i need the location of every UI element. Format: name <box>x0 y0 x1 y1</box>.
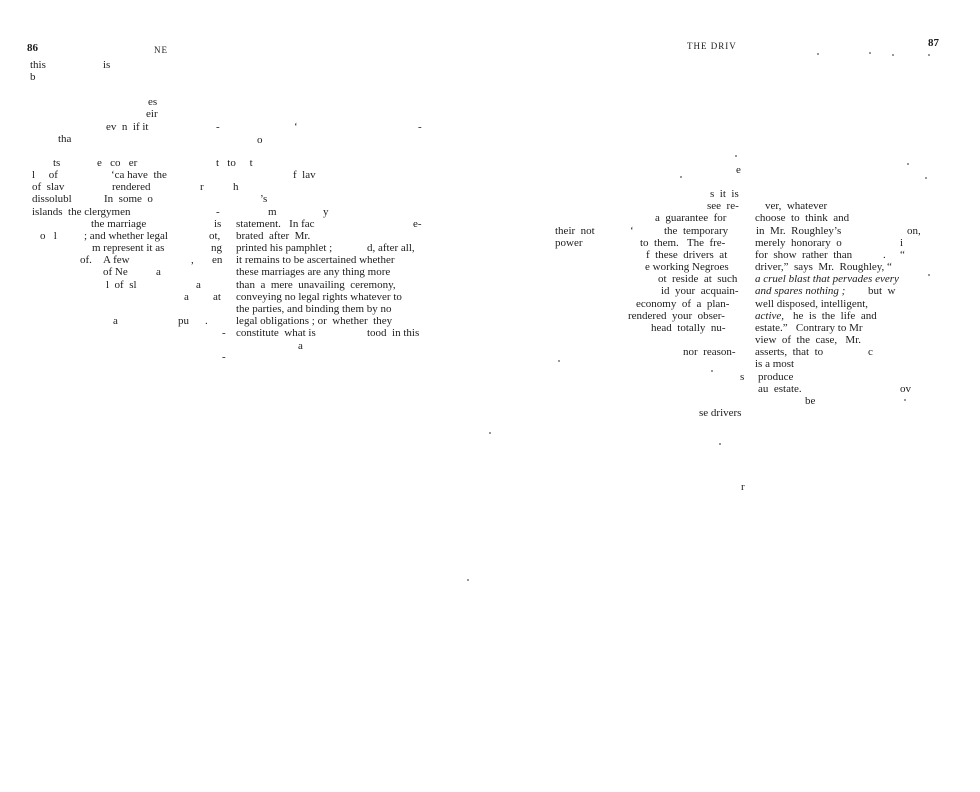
text-line: on, <box>907 225 921 237</box>
text-line: s <box>740 371 745 383</box>
text-line: nor reason- <box>683 346 736 358</box>
text-line: r <box>200 181 204 193</box>
text-line: rendered your obser- <box>628 310 725 322</box>
text-line: a <box>184 291 189 303</box>
text-line: active, <box>755 310 785 322</box>
text-line: b <box>30 71 36 83</box>
page-number: 86 <box>27 42 38 54</box>
text-line: dissolubl <box>32 193 72 205</box>
text-line: but w <box>868 285 896 297</box>
text-line: e co er <box>97 157 138 169</box>
text-line: r <box>741 481 745 493</box>
text-line: for show rather than <box>755 249 853 261</box>
print-speck <box>892 54 894 56</box>
text-line: a <box>298 340 303 352</box>
text-line: A few <box>103 254 130 266</box>
text-line: ; and whether legal <box>84 230 168 242</box>
text-line: a guarantee for <box>655 212 727 224</box>
text-line: is a most <box>755 358 795 370</box>
text-line: m represent it as <box>92 242 165 254</box>
text-line: y <box>323 206 329 218</box>
page-number: 87 <box>928 37 939 49</box>
text-line: their not <box>555 225 595 237</box>
text-line: tood in this <box>367 327 420 339</box>
text-line: at <box>213 291 221 303</box>
text-line: en <box>212 254 223 266</box>
text-line: a <box>156 266 161 278</box>
text-line: legal obligations ; or whether they <box>236 315 393 327</box>
text-line: view of the case, Mr. <box>755 334 861 346</box>
print-speck <box>928 54 930 56</box>
text-line: and spares nothing ; <box>755 285 846 297</box>
print-speck <box>711 370 713 372</box>
text-line: a <box>196 279 201 291</box>
print-speck <box>680 176 682 178</box>
text-line: a <box>113 315 118 327</box>
running-head: THE DRIV <box>687 41 737 51</box>
print-speck <box>904 399 906 401</box>
print-speck <box>489 432 491 434</box>
text-line: of slav <box>32 181 65 193</box>
text-line: ts <box>53 157 61 169</box>
text-line: islands the clergymen <box>32 206 131 218</box>
text-line: asserts, that to <box>755 346 824 358</box>
text-line: , <box>191 254 194 266</box>
print-speck <box>719 443 721 445</box>
text-line: ver, whatever <box>765 200 828 212</box>
text-line: - <box>216 206 220 218</box>
text-line: rendered <box>112 181 151 193</box>
text-line: l of <box>32 169 58 181</box>
text-line: - <box>216 121 220 133</box>
text-line: d, after all, <box>367 242 415 254</box>
text-line: f these drivers at <box>646 249 728 261</box>
text-line: driver,” says Mr. Roughley, “ <box>755 261 892 273</box>
print-speck <box>928 274 930 276</box>
text-line: . <box>883 249 886 261</box>
text-line: a cruel blast that pervades every <box>755 273 899 285</box>
text-line: produce <box>758 371 794 383</box>
text-line: power <box>555 237 583 249</box>
text-line: se drivers <box>699 407 742 419</box>
text-line: ev n if it <box>106 121 149 133</box>
text-line: the parties, and binding them by no <box>236 303 392 315</box>
print-speck <box>817 53 819 55</box>
print-speck <box>925 177 927 179</box>
text-line: e working Negroes <box>645 261 729 273</box>
text-line: “ <box>900 249 905 261</box>
text-line: t to t <box>216 157 253 169</box>
text-line: of Ne <box>103 266 128 278</box>
text-line: - <box>222 351 226 363</box>
text-line: statement. In fac <box>236 218 315 230</box>
text-line: well disposed, intelligent, <box>755 298 869 310</box>
text-line: h <box>233 181 239 193</box>
text-line: ‘ca have the <box>111 169 167 181</box>
text-line: ’s <box>260 193 268 205</box>
print-speck <box>869 52 871 54</box>
text-line: conveying no legal rights whatever to <box>236 291 402 303</box>
print-speck <box>558 360 560 362</box>
text-line: brated after Mr. <box>236 230 311 242</box>
text-line: it remains to be ascertained whether <box>236 254 395 266</box>
text-line: than a mere unavailing ceremony, <box>236 279 396 291</box>
text-line: is <box>214 218 222 230</box>
text-line: eir <box>146 108 158 120</box>
text-line: e <box>736 164 741 176</box>
print-speck <box>467 579 469 581</box>
text-line: be <box>805 395 816 407</box>
text-line: In some o <box>104 193 153 205</box>
text-line: merely honorary o <box>755 237 842 249</box>
text-line: m <box>268 206 277 218</box>
text-line: . <box>205 315 208 327</box>
text-line: ‘ <box>630 225 634 237</box>
text-line: i <box>900 237 904 249</box>
text-line: f lav <box>293 169 316 181</box>
text-line: c <box>868 346 873 358</box>
text-line: ot reside at such <box>658 273 738 285</box>
text-line: estate.” Contrary to Mr <box>755 322 863 334</box>
text-line: ov <box>900 383 911 395</box>
text-line: constitute what is <box>236 327 316 339</box>
text-line: choose to think and <box>755 212 850 224</box>
print-speck <box>907 163 909 165</box>
text-line: economy of a plan- <box>636 298 730 310</box>
text-line: head totally nu- <box>651 322 726 334</box>
text-line: of. <box>80 254 92 266</box>
text-line: see re- <box>707 200 739 212</box>
right-page <box>490 0 980 792</box>
text-line: s it is <box>710 188 739 200</box>
text-line: es <box>148 96 158 108</box>
print-speck <box>735 155 737 157</box>
text-line: this <box>30 59 46 71</box>
text-line: - <box>222 327 226 339</box>
text-line: - <box>418 121 422 133</box>
text-line: id your acquain- <box>661 285 739 297</box>
text-line: e- <box>413 218 422 230</box>
text-line: pu <box>178 315 189 327</box>
text-line: in Mr. Roughley’s <box>756 225 842 237</box>
text-line: o <box>257 134 263 146</box>
text-line: to them. The fre- <box>640 237 726 249</box>
text-line: l of sl <box>106 279 137 291</box>
text-line: ‘ <box>294 121 298 133</box>
text-line: these marriages are any thing more <box>236 266 391 278</box>
text-line: is <box>103 59 111 71</box>
text-line: the marriage <box>91 218 147 230</box>
text-line: printed his pamphlet ; <box>236 242 333 254</box>
text-line: ng <box>211 242 222 254</box>
text-line: he is the life and <box>793 310 877 322</box>
text-line: ot, <box>209 230 221 242</box>
text-line: o l <box>40 230 57 242</box>
text-line: the temporary <box>664 225 729 237</box>
running-head: NE <box>154 45 168 55</box>
text-line: tha <box>58 133 72 145</box>
text-line: au estate. <box>758 383 802 395</box>
